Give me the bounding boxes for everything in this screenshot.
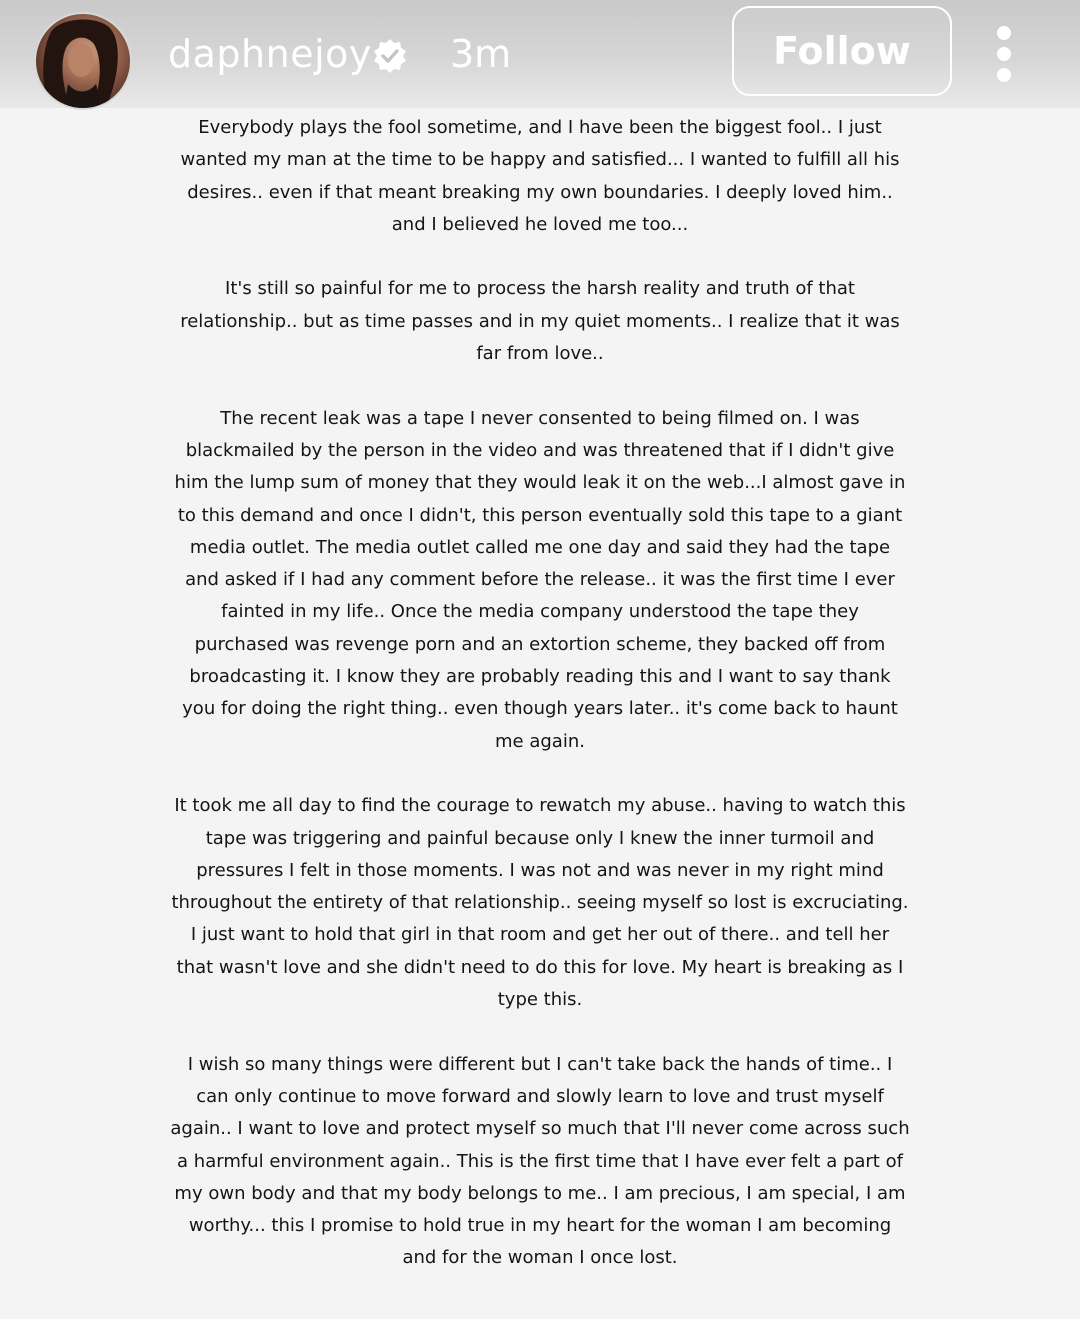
text-line: and I believed he loved me too...	[391, 213, 689, 235]
text-line: throughout the entirety of that relationship.. seeing myself so lost is excruciating.	[171, 892, 909, 914]
text-line: me again.	[495, 730, 585, 752]
paragraph-1	[0, 112, 1080, 241]
text-line: far from love..	[476, 343, 604, 365]
username[interactable]: daphnejoy	[168, 32, 372, 76]
text-line: and asked if I had any comment before the release.. it was the first time I ever	[185, 569, 895, 591]
text-line: to this demand and once I didn't, this person eventually sold this tape to a giant	[177, 504, 903, 526]
paragraph-3	[0, 403, 1080, 758]
text-line: It took me all day to find the courage to rewatch my abuse.. having to watch this	[174, 795, 906, 817]
text-line: wanted my man at the time to be happy and satisfied... I wanted to fulfill all his	[180, 149, 900, 171]
text-line: desires.. even if that meant breaking my own boundaries. I deeply loved him..	[187, 181, 893, 203]
verified-badge-icon	[372, 38, 408, 74]
text-line: him the lump sum of money that they would leak it on the web...I almost gave in	[174, 472, 906, 494]
text-line: Everybody plays the fool sometime, and I have been the biggest fool.. I just	[198, 117, 882, 138]
avatar-photo	[36, 14, 130, 108]
text-line: The recent leak was a tape I never consented to being filmed on. I was	[220, 407, 860, 429]
text-line: can only continue to move forward and slowly learn to love and trust myself	[196, 1085, 884, 1107]
text-line: purchased was revenge porn and an extortion scheme, they backed off from	[194, 633, 886, 655]
text-line: you for doing the right thing.. even though years later.. it's come back to haunt	[182, 698, 898, 720]
text-line: tape was triggering and painful because only I knew the inner turmoil and	[205, 827, 875, 849]
text-line: I just want to hold that girl in that room and get her out of there.. and tell her	[190, 924, 890, 946]
paragraph-2	[0, 273, 1080, 370]
paragraph-4	[0, 790, 1080, 1016]
text-line: broadcasting it. I know they are probably reading this and I want to say thank	[189, 666, 891, 688]
text-line: that wasn't love and she didn't need to do this for love. My heart is breaking as I	[176, 956, 904, 978]
text-line: a harmful environment again.. This is the first time that I have ever felt a part of	[177, 1150, 903, 1172]
text-line: blackmailed by the person in the video and was threatened that if I didn't give	[185, 439, 895, 461]
text-line: I wish so many things were different but I can't take back the hands of time.. I	[187, 1053, 893, 1075]
paragraph-5	[0, 1049, 1080, 1275]
text-line: pressures I felt in those moments. I was not and was never in my right mind	[196, 859, 884, 881]
text-line: worthy... this I promise to hold true in my heart for the woman I am becoming	[188, 1215, 892, 1237]
text-line: media outlet. The media outlet called me one day and said they had the tape	[189, 536, 891, 558]
text-line: again.. I want to love and protect myself so much that I'll never come across such	[170, 1118, 910, 1140]
text-line: relationship.. but as time passes and in my quiet moments.. I realize that it was	[180, 310, 900, 332]
text-line: and for the woman I once lost.	[402, 1247, 678, 1269]
post-time: 3m	[450, 32, 512, 76]
avatar[interactable]	[36, 14, 130, 108]
follow-button[interactable]: Follow	[732, 6, 952, 96]
text-line: fainted in my life.. Once the media company understood the tape they	[221, 601, 859, 623]
text-line: It's still so painful for me to process the harsh reality and truth of that	[225, 278, 855, 300]
text-line: my own body and that my body belongs to me.. I am precious, I am special, I am	[174, 1182, 906, 1204]
story-text	[0, 112, 1080, 1275]
story-header	[0, 0, 1080, 108]
more-options-icon[interactable]	[994, 26, 1014, 82]
text-line: type this.	[497, 989, 583, 1011]
